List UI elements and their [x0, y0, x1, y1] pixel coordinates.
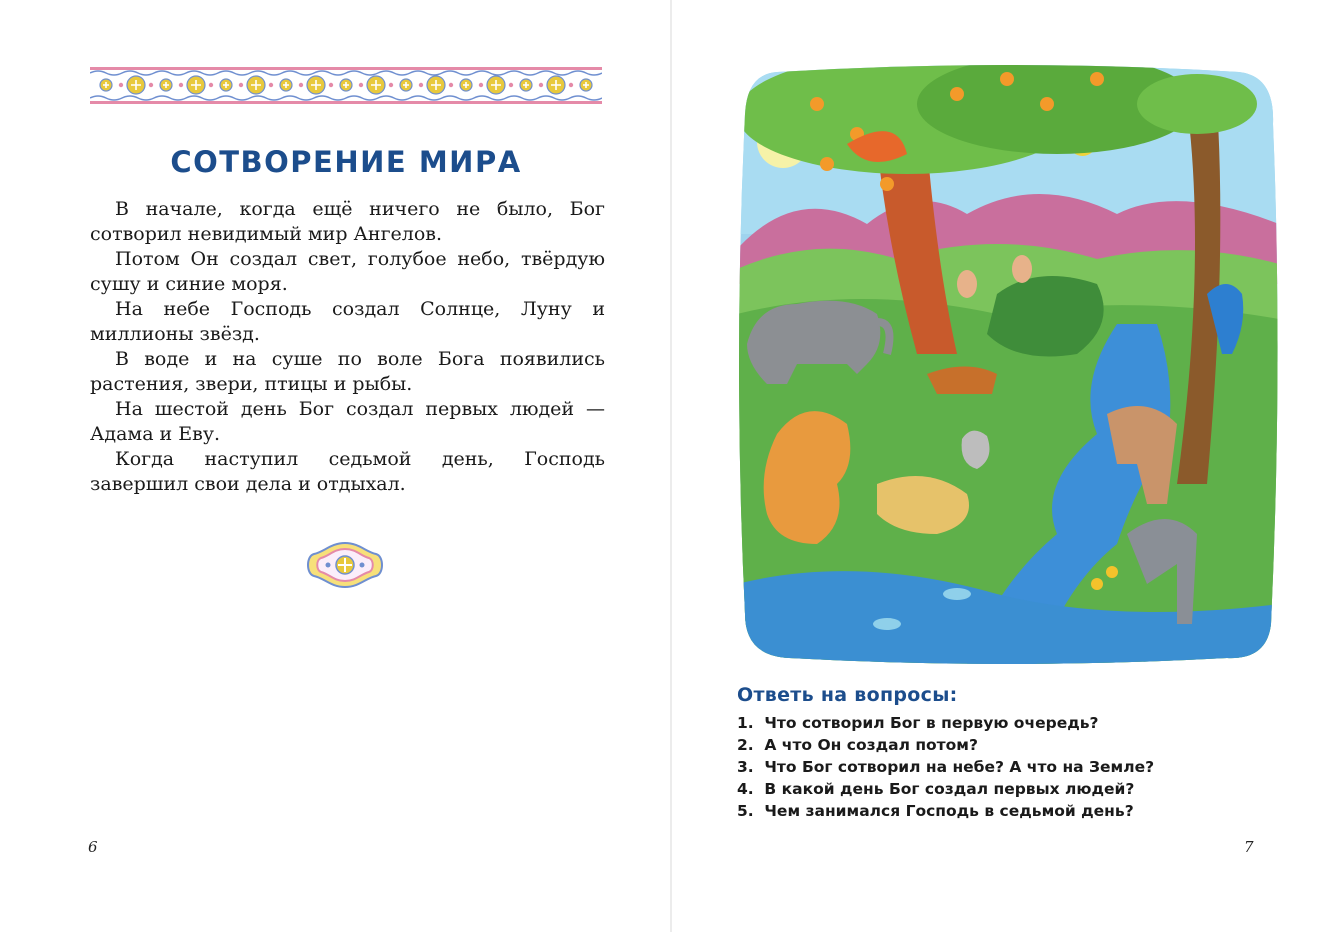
question-item: 4. В какой день Бог создал первых людей? — [737, 780, 1135, 798]
page-title: СОТВОРЕНИЕ МИРА — [170, 145, 522, 179]
paragraph: Потом Он создал свет, голубое небо, твёрдую сушу и синие моря. — [90, 248, 605, 295]
question-item: 3. Что Бог сотворил на небе? А что на Земле? — [737, 758, 1155, 776]
right-page — [671, 0, 1343, 932]
paragraph: Когда наступил седьмой день, Господь завершил свои дела и отдыхал. — [90, 448, 605, 495]
question-item: 1. Что сотворил Бог в первую очередь? — [737, 714, 1099, 732]
page-number: 6 — [88, 838, 98, 856]
creation-illustration — [737, 64, 1279, 664]
paragraph: В воде и на суше по воле Бога появились растения, звери, птицы и рыбы. — [90, 348, 605, 395]
story-text — [90, 197, 605, 497]
paragraph: На шестой день Бог создал первых людей — Адама и Еву. — [90, 398, 605, 445]
ornamental-border — [90, 64, 602, 110]
question-item: 2. А что Он создал потом? — [737, 736, 978, 754]
page-number: 7 — [1244, 838, 1254, 856]
questions-list — [737, 712, 1154, 822]
left-page — [0, 0, 671, 932]
paragraph: В начале, когда ещё ничего не было, Бог сотворил невидимый мир Ангелов. — [90, 198, 605, 245]
question-item: 5. Чем занимался Господь в седьмой день? — [737, 802, 1134, 820]
questions-heading: Ответь на вопросы: — [737, 684, 958, 706]
medallion-ornament — [304, 540, 386, 590]
paragraph: На небе Господь создал Солнце, Луну и миллионы звёзд. — [90, 298, 605, 345]
